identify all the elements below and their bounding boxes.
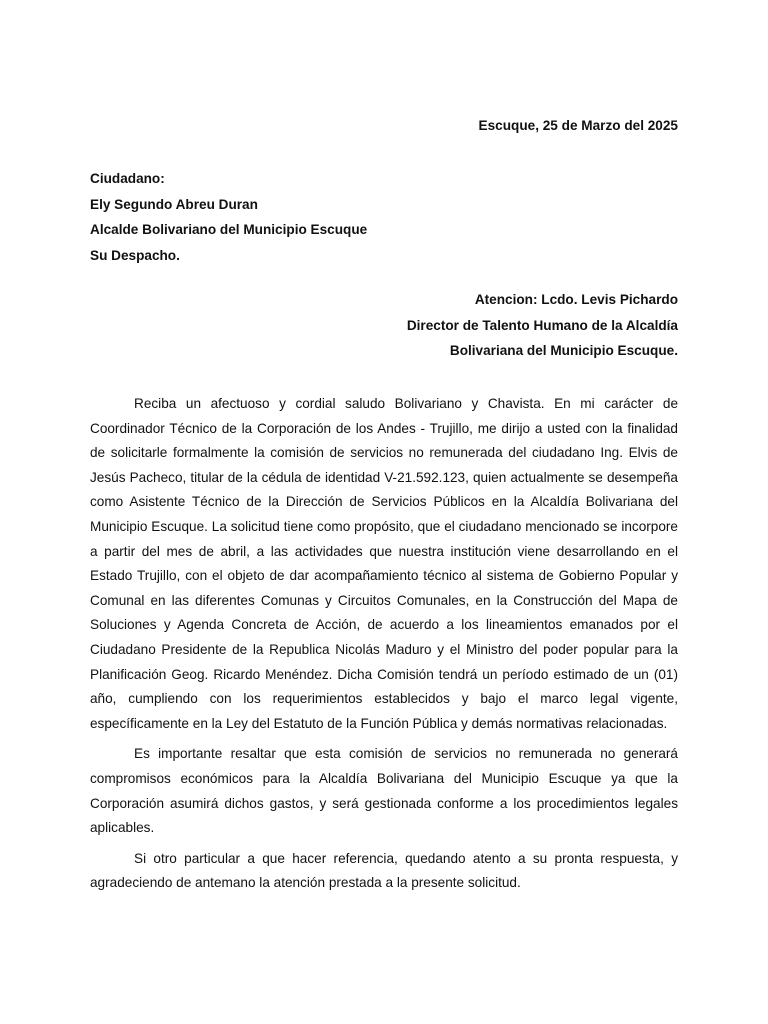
attention-organization: Bolivariana del Municipio Escuque. — [449, 343, 678, 358]
body-paragraph-3: Si otro particular a que hacer referencia, quedando atento a su pronta respuesta, y agradeciendo de antemano la atención prestada a la presente solicitud. — [90, 850, 678, 891]
attention-name: Atencion: Lcdo. Levis Pichardo — [474, 292, 678, 307]
letter-date: Escuque, 25 de Marzo del 2025 — [478, 118, 678, 133]
recipient-name: Ely Segundo Abreu Duran — [90, 196, 258, 212]
recipient-title: Alcalde Bolivariano del Municipio Escuque — [90, 222, 368, 237]
letter-body — [90, 392, 678, 902]
recipient-office: Su Despacho. — [90, 247, 180, 263]
recipient-salutation: Ciudadano: — [90, 171, 165, 186]
body-paragraph-1: Reciba un afectuoso y cordial saludo Bolivariano y Chavista. En mi carácter de Coordinador Técnico de la Corporación de los Andes - Trujillo, me dirijo a usted con la finalidad de solicitarle formalmente la comisión de servicios no remunerada del ciudadano Ing. Elvis de Jesús Pacheco, titular de la cédula de identidad V-21.592.123, quien actualmente se desempeña como Asistente Técnico de la Dirección de Servicios Públicos en la Alcaldía Bolivariana del Municipio Escuque. La solicitud tiene como propósito, que el ciudadano mencionado se incorpore a partir del mes de abril, a las actividades que nuestra institución viene desarrollando en el Estado Trujillo, con el objeto de dar acompañamiento técnico al sistema de Gobierno Popular y Comunal en las diferentes Comunas y Circuitos Comunales, en la Construcción del Mapa de Soluciones y Agenda Concreta de Acción, de acuerdo a los lineamientos emanados por el Ciudadano Presidente de la Republica Nicolás Maduro y el Ministro del poder popular para la Planificación Geog. Ricardo Menéndez. Dicha Comisión tendrá un período estimado de un (01) año, cumpliendo con los requerimientos establecidos y bajo el marco legal vigente, específicamente en la Ley del Estatuto de la Función Pública y demás normativas relacionadas. — [90, 396, 678, 731]
attention-block — [407, 287, 678, 364]
attention-title: Director de Talento Humano de la Alcaldía — [406, 317, 678, 333]
body-paragraph-2: Es importante resaltar que esta comisión de servicios no remunerada no generará compromisos económicos para la Alcaldía Bolivariana del Municipio Escuque ya que la Corporación asumirá dichos gastos, y será gestionada conforme a los procedimientos legales aplicables. — [90, 746, 678, 836]
recipient-block — [90, 166, 367, 268]
